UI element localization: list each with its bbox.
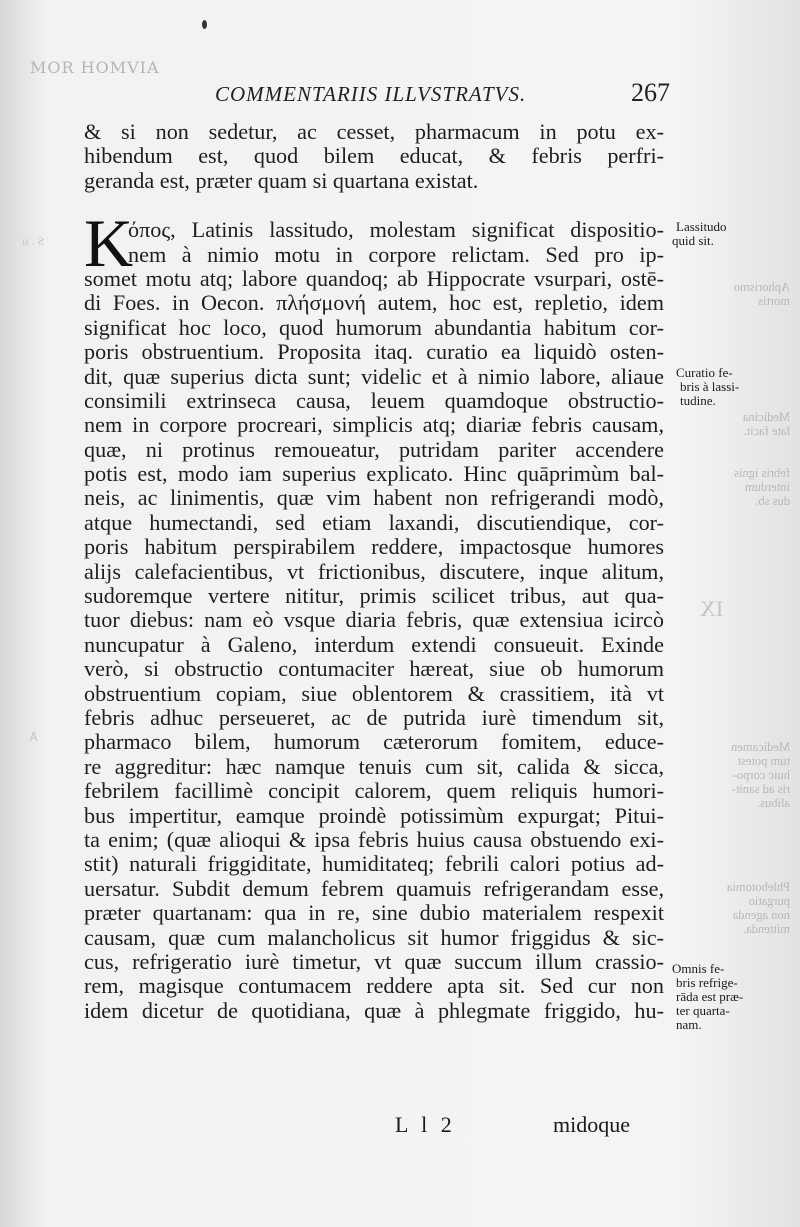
- margin-note-line: nam.: [676, 1017, 702, 1032]
- margin-note-line: Curatio fe-: [676, 365, 733, 380]
- margin-note-line: rāda est præ-: [676, 989, 744, 1004]
- bleed-through-numeral: IX: [700, 596, 724, 621]
- bleed-through-margin: Medicina late facit.: [742, 410, 790, 438]
- main-text: [84, 120, 664, 1023]
- text-line: obstruentium copiam, siue oblentorem & crassitiem, ità vt: [84, 680, 664, 706]
- text-line: bus impertitur, eamque proindè potissimùm expurgat; Pitui-: [84, 802, 664, 828]
- margin-note-line: Omnis fe-: [672, 961, 725, 976]
- text-line: nuncupatur à Galeno, interdum extendi consueuit. Exinde: [84, 631, 664, 657]
- text-line: di Foes. in Oecon. πλήσμονή autem, hoc est, repletio, idem: [84, 290, 664, 316]
- text-line: verò, si obstructio contumaciter hæreat, siue ob humorum: [84, 656, 664, 682]
- text-line: nem à nimio motu in corpore relictam. Sed pro ip-: [128, 241, 664, 267]
- bleed-through-text: MOR HOMVIA: [30, 58, 160, 77]
- bleed-through-margin: Phlebotomia purgatio non agenda mittenda.: [726, 880, 790, 936]
- text-line: hibendum est, quod bilem educat, & febris perfri-: [84, 143, 664, 169]
- margin-note-line: Lassitudo: [676, 219, 727, 234]
- text-line: όπος, Latinis lassitudo, molestam significat dispositio-: [128, 217, 664, 243]
- text-line: tuor diebus: nam eò vsque diaria febris, quæ extensiua icircò: [84, 607, 664, 633]
- running-head: COMMENTARIIS ILLVSTRATVS.: [215, 82, 527, 106]
- bleed-through-margin: ɪɪ . Ƨ: [22, 234, 45, 248]
- catchword: midoque: [553, 1112, 630, 1137]
- text-line: quæ, ni protinus remoueatur, putridam pariter accendere: [84, 436, 664, 462]
- margin-note-line: bris refrige-: [676, 975, 738, 990]
- paragraph-2: [84, 205, 664, 1023]
- bleed-through-margin: Ꭺ: [30, 730, 39, 744]
- drop-capital: K: [84, 205, 134, 282]
- bleed-through-margin: Aphorismo mortis: [733, 280, 790, 308]
- paragraph-1: [84, 120, 664, 193]
- margin-note-line: tudine.: [680, 393, 716, 408]
- text-line: somet motu atq; labore quandoq; ab Hippocrate vsurpari, ostē-: [84, 265, 664, 291]
- bleed-through-margin: febris ignis interdum dus sb.: [734, 466, 790, 508]
- bleed-through-margin: Medicamen tum potest huic corpo- ris ad sanit- alibus.: [730, 740, 790, 810]
- text-line: poris obstruentium. Proposita itaq. curatio ea liquidò osten-: [84, 339, 664, 365]
- text-line: & si non sedetur, ac cesset, pharmacum in potu ex-: [84, 119, 664, 144]
- text-line: pharmaco bilem, humorum cæterorum fomitem, educe-: [84, 729, 664, 755]
- ink-speck: [202, 20, 207, 29]
- text-line: stit) naturali friggiditate, humiditateq; febrili calori potius ad-: [84, 851, 664, 877]
- text-line: uersatur. Subdit demum febrem quamuis refrigerandam esse,: [84, 875, 664, 901]
- text-line: poris habitum perspirabilem reddere, impactosque humores: [84, 534, 664, 560]
- page-header: [215, 76, 670, 112]
- margin-note-curatio: [672, 366, 772, 408]
- text-line: febrilem facillimè concipit calorem, quem reliquis humori-: [84, 778, 664, 804]
- text-line: præter quartanam: qua in re, sine dubio materialem respexit: [84, 900, 664, 926]
- margin-note-line: quid sit.: [672, 233, 714, 248]
- margin-note-lassitudo: [672, 220, 772, 248]
- text-line: neis, ac linimentis, quæ vim habent non refrigerandi modò,: [84, 485, 664, 511]
- text-line: causam, quæ cum malancholicus sit humor friggidus & sic-: [84, 924, 664, 950]
- margin-note-line: ter quarta-: [676, 1003, 730, 1018]
- text-line: consimili extrinseca causa, leuem quamdoque obstructio-: [84, 387, 664, 413]
- text-line: alijs calefacientibus, vt frictionibus, discutere, inque alitum,: [84, 558, 664, 584]
- text-line: dit, quæ superius dicta sunt; videlic et à nimio labore, aliaue: [84, 363, 664, 389]
- signature-mark: L l 2: [395, 1112, 456, 1137]
- text-line: febris adhuc perseueret, ac de putrida iurè timendum sit,: [84, 704, 664, 730]
- text-line: atque humectandi, sed etiam laxandi, discutiendique, cor-: [84, 509, 664, 535]
- text-line: significat hoc loco, quod humorum abundantia habitum cor-: [84, 314, 664, 340]
- text-line: sudoremque vertere nititur, primis scilicet tribus, aut qua-: [84, 583, 664, 609]
- text-line: idem dicetur de quotidiana, quæ à phlegmate friggido, hu-: [84, 997, 664, 1023]
- page-footer: [395, 1112, 630, 1140]
- text-line: cus, refrigeratio iurè timetur, vt quæ succum illum crassio-: [84, 948, 664, 974]
- text-line: rem, magisque contumacem reddere apta sit. Sed cur non: [84, 973, 664, 999]
- margin-note-line: bris à lassi-: [680, 379, 740, 394]
- text-line: re aggreditur: hæc namque tenuis cum sit, calida & sicca,: [84, 753, 664, 779]
- text-line: nem in corpore procreari, simplicis atq; diariæ febris causam,: [84, 412, 664, 438]
- margin-note-omnis-febris: [672, 962, 772, 1032]
- page-number: 267: [631, 78, 670, 107]
- text-line: potis est, modo iam superius explicato. Hinc quāprimùm bal-: [84, 461, 664, 487]
- text-line: geranda est, præter quam si quartana existat.: [84, 167, 479, 193]
- text-line: ta enim; (quæ alioqui & ipsa febris huius causa obstuendo exi-: [84, 826, 664, 852]
